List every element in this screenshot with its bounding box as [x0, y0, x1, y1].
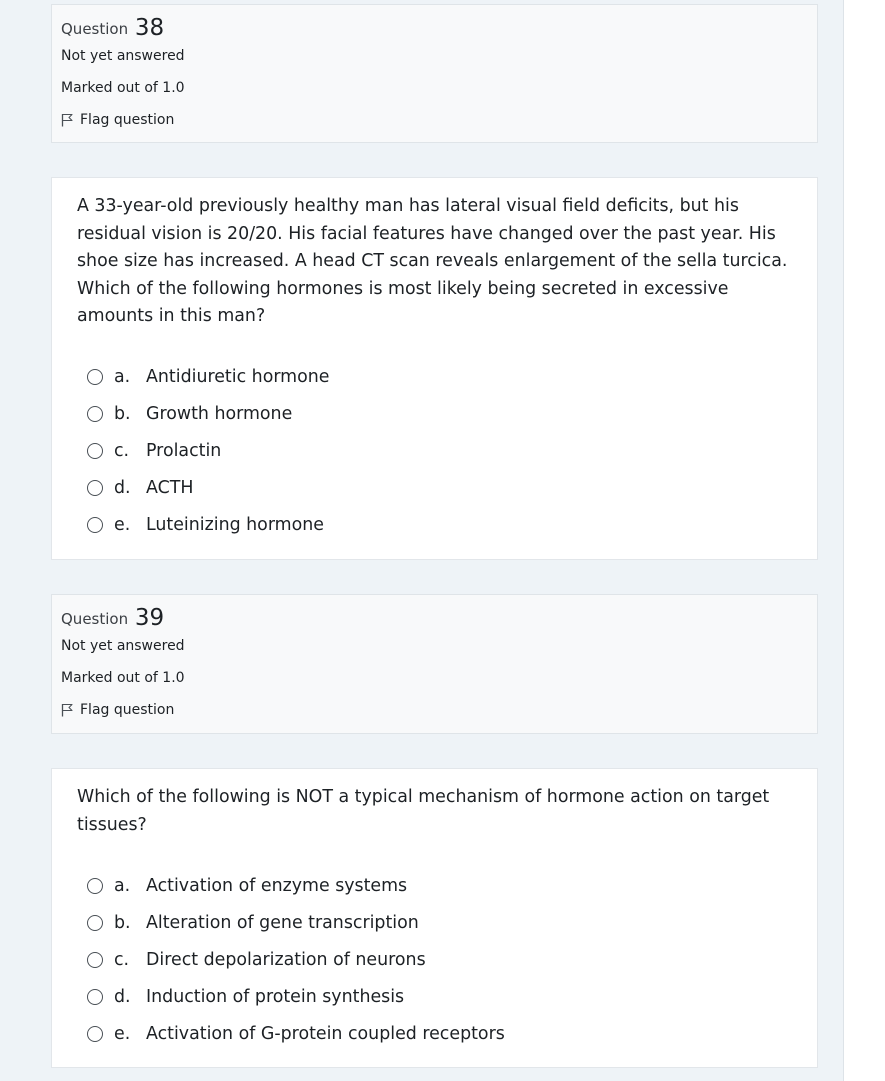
- option-label: ACTH: [146, 478, 194, 499]
- option-letter: d.: [114, 986, 131, 1007]
- question-label: Question: [61, 20, 129, 38]
- radio-button[interactable]: [87, 989, 103, 1005]
- answer-option-d[interactable]: [77, 470, 793, 507]
- flag-icon: [61, 113, 74, 127]
- radio-button[interactable]: [87, 480, 103, 496]
- option-letter: b.: [114, 404, 131, 425]
- option-letter: c.: [114, 441, 130, 462]
- question-grade: Marked out of 1.0: [61, 80, 185, 96]
- option-label: Alteration of gene transcription: [146, 912, 419, 933]
- option-letter: a.: [114, 367, 131, 388]
- question-formulation-39: [51, 768, 818, 1068]
- question-text: A 33-year-old previously healthy man has lateral visual field deficits, but his residual vision is 20/20. His facial features have changed over the past year. His shoe size has increased. A head CT scan reveals enlargement of the sella turcica. Which of the following hormones is most likely being secreted in excessive amounts in this man?: [77, 196, 788, 327]
- radio-button[interactable]: [87, 878, 103, 894]
- flag-question-button[interactable]: [61, 109, 808, 131]
- answer-option-a[interactable]: [77, 359, 793, 396]
- answer-options: [77, 867, 793, 1052]
- radio-button[interactable]: [87, 915, 103, 931]
- radio-button[interactable]: [87, 443, 103, 459]
- answer-option-c[interactable]: [77, 941, 793, 978]
- question-state: Not yet answered: [61, 638, 185, 654]
- radio-button[interactable]: [87, 517, 103, 533]
- option-letter: c.: [114, 949, 130, 970]
- question-number-value: 39: [134, 605, 165, 631]
- option-label: Direct depolarization of neurons: [146, 949, 426, 970]
- question-number: [61, 605, 808, 635]
- option-letter: e.: [114, 1023, 131, 1044]
- answer-option-c[interactable]: [77, 433, 793, 470]
- answer-option-a[interactable]: [77, 867, 793, 904]
- option-label: Luteinizing hormone: [146, 515, 324, 536]
- question-formulation-38: [51, 177, 818, 560]
- option-label: Prolactin: [146, 441, 222, 462]
- question-number-value: 38: [134, 15, 165, 41]
- answer-option-e[interactable]: [77, 1015, 793, 1052]
- option-label: Activation of enzyme systems: [146, 875, 408, 896]
- option-label: Antidiuretic hormone: [146, 367, 330, 388]
- flag-question-button[interactable]: [61, 699, 808, 721]
- option-letter: d.: [114, 478, 131, 499]
- option-letter: b.: [114, 912, 131, 933]
- answer-option-b[interactable]: [77, 904, 793, 941]
- answer-option-d[interactable]: [77, 978, 793, 1015]
- option-label: Induction of protein synthesis: [146, 986, 405, 1007]
- right-drawer-edge: [843, 0, 885, 1081]
- radio-button[interactable]: [87, 369, 103, 385]
- option-label: Growth hormone: [146, 404, 293, 425]
- radio-button[interactable]: [87, 406, 103, 422]
- question-grade: Marked out of 1.0: [61, 670, 185, 686]
- question-state: Not yet answered: [61, 48, 185, 64]
- option-letter: e.: [114, 515, 131, 536]
- question-info-39: [51, 594, 818, 734]
- answer-option-e[interactable]: [77, 507, 793, 544]
- question-number: [61, 15, 808, 45]
- flag-question-label: Flag question: [80, 112, 175, 128]
- question-text: Which of the following is NOT a typical mechanism of hormone action on target tissues?: [77, 787, 770, 835]
- radio-button[interactable]: [87, 1026, 103, 1042]
- flag-question-label: Flag question: [80, 702, 175, 718]
- question-info-38: [51, 4, 818, 143]
- answer-option-b[interactable]: [77, 396, 793, 433]
- option-letter: a.: [114, 875, 131, 896]
- option-label: Activation of G-protein coupled receptors: [146, 1023, 505, 1044]
- answer-options: [77, 359, 793, 544]
- radio-button[interactable]: [87, 952, 103, 968]
- flag-icon: [61, 703, 74, 717]
- question-label: Question: [61, 610, 129, 628]
